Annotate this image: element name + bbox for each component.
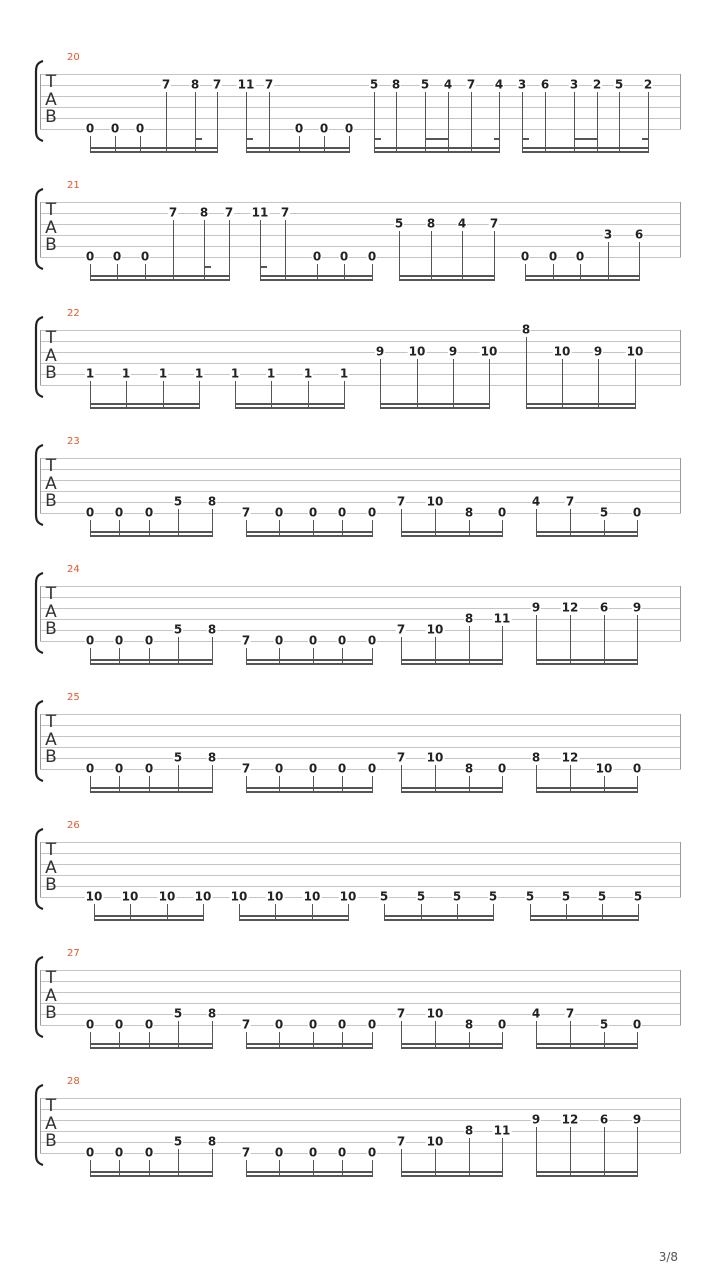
- fret-number: 5: [597, 889, 607, 904]
- staff-line: [40, 725, 681, 726]
- staff-line: [40, 586, 681, 587]
- measure-number: 25: [67, 692, 80, 703]
- fret-number: 0: [632, 505, 642, 520]
- fret-number: 7: [396, 1134, 406, 1149]
- measure-number: 22: [67, 308, 80, 319]
- fret-number: 4: [531, 1006, 541, 1021]
- staff-line: [40, 853, 681, 854]
- end-barline: [680, 74, 681, 129]
- fret-number: 10: [230, 889, 248, 904]
- fret-number: 0: [319, 121, 329, 136]
- staff-line: [40, 224, 681, 225]
- fret-number: 4: [457, 216, 467, 231]
- fret-number: 7: [280, 205, 290, 220]
- tab-system-27: [0, 896, 720, 1032]
- staff-line: [40, 96, 681, 97]
- tab-clef-a: A: [45, 602, 57, 622]
- fret-number: 10: [480, 344, 498, 359]
- fret-number: 8: [391, 77, 401, 92]
- fret-number: 11: [251, 205, 269, 220]
- staff-line: [40, 330, 681, 331]
- staff-line: [40, 981, 681, 982]
- fret-number: 7: [224, 205, 234, 220]
- tab-system-23: [0, 384, 720, 520]
- staff-line: [40, 1014, 681, 1015]
- beam-primary: [246, 1171, 373, 1173]
- fret-number: 5: [173, 750, 183, 765]
- beam-secondary: [90, 1175, 213, 1177]
- staff-line: [40, 1120, 681, 1121]
- end-barline: [680, 714, 681, 769]
- tab-clef-b: B: [45, 363, 57, 383]
- fret-number: 0: [497, 1017, 507, 1032]
- end-barline: [680, 970, 681, 1025]
- fret-number: 0: [497, 761, 507, 776]
- staff-line: [40, 118, 681, 119]
- fret-number: 10: [426, 622, 444, 637]
- fret-number: 11: [493, 1123, 511, 1138]
- staff-line: [40, 352, 681, 353]
- beam-primary: [401, 1171, 503, 1173]
- measure-number: 20: [67, 52, 80, 63]
- tab-system-28: [0, 1024, 720, 1160]
- fret-number: 8: [464, 1123, 474, 1138]
- fret-number: 10: [266, 889, 284, 904]
- tab-system-25: [0, 640, 720, 776]
- fret-number: 12: [561, 1112, 579, 1127]
- fret-number: 4: [443, 77, 453, 92]
- fret-number: 5: [633, 889, 643, 904]
- fret-number: 0: [337, 1017, 347, 1032]
- fret-number: 0: [114, 505, 124, 520]
- tab-clef-t: T: [45, 456, 57, 476]
- measure-number: 26: [67, 820, 80, 831]
- staff-line: [40, 608, 681, 609]
- fret-number: 7: [466, 77, 476, 92]
- fret-number: 9: [531, 1112, 541, 1127]
- tab-clef-t: T: [45, 968, 57, 988]
- fret-number: 0: [308, 633, 318, 648]
- fret-number: 5: [379, 889, 389, 904]
- fret-number: 7: [396, 494, 406, 509]
- end-barline: [680, 842, 681, 897]
- staff-line: [40, 842, 681, 843]
- fret-number: 8: [464, 1017, 474, 1032]
- staff-line: [40, 213, 681, 214]
- staff-line: [40, 469, 681, 470]
- fret-number: 7: [565, 1006, 575, 1021]
- fret-number: 0: [85, 761, 95, 776]
- fret-number: 0: [85, 249, 95, 264]
- tab-clef-b: B: [45, 107, 57, 127]
- tab-clef-a: A: [45, 730, 57, 750]
- staff-line: [40, 480, 681, 481]
- fret-number: 8: [207, 622, 217, 637]
- tab-clef-a: A: [45, 474, 57, 494]
- fret-number: 2: [643, 77, 653, 92]
- staff-line: [40, 458, 681, 459]
- staff-line: [40, 235, 681, 236]
- measure-number: 24: [67, 564, 80, 575]
- fret-number: 3: [603, 227, 613, 242]
- fret-number: 8: [531, 750, 541, 765]
- fret-number: 0: [274, 505, 284, 520]
- fret-number: 8: [207, 750, 217, 765]
- tab-clef-b: B: [45, 875, 57, 895]
- fret-number: 0: [337, 1145, 347, 1160]
- fret-number: 7: [396, 750, 406, 765]
- tab-clef-b: B: [45, 491, 57, 511]
- fret-number: 1: [85, 366, 95, 381]
- fret-number: 9: [448, 344, 458, 359]
- fret-number: 8: [199, 205, 209, 220]
- fret-number: 9: [375, 344, 385, 359]
- measure-number: 21: [67, 180, 80, 191]
- fret-number: 8: [207, 494, 217, 509]
- note-stem: [604, 1127, 605, 1177]
- fret-number: 5: [416, 889, 426, 904]
- fret-number: 0: [85, 505, 95, 520]
- fret-number: 0: [339, 249, 349, 264]
- tab-system-22: [0, 256, 720, 384]
- fret-number: 0: [337, 505, 347, 520]
- fret-number: 7: [396, 622, 406, 637]
- fret-number: 0: [312, 249, 322, 264]
- staff-line: [40, 491, 681, 492]
- fret-number: 0: [274, 1145, 284, 1160]
- fret-number: 0: [308, 1145, 318, 1160]
- fret-number: 10: [339, 889, 357, 904]
- fret-number: 11: [237, 77, 255, 92]
- tab-clef-b: B: [45, 235, 57, 255]
- fret-number: 5: [173, 622, 183, 637]
- fret-number: 0: [367, 249, 377, 264]
- tab-clef-a: A: [45, 90, 57, 110]
- fret-number: 10: [158, 889, 176, 904]
- fret-number: 0: [308, 761, 318, 776]
- fret-number: 0: [140, 249, 150, 264]
- end-barline: [680, 458, 681, 513]
- staff-line: [40, 341, 681, 342]
- fret-number: 0: [548, 249, 558, 264]
- measure-number: 27: [67, 948, 80, 959]
- fret-number: 5: [394, 216, 404, 231]
- fret-number: 0: [110, 121, 120, 136]
- staff-line: [40, 630, 681, 631]
- staff-line: [40, 502, 681, 503]
- tab-clef-a: A: [45, 858, 57, 878]
- fret-number: 9: [632, 1112, 642, 1127]
- fret-number: 10: [121, 889, 139, 904]
- fret-number: 0: [144, 633, 154, 648]
- fret-number: 2: [592, 77, 602, 92]
- fret-number: 8: [464, 505, 474, 520]
- fret-number: 0: [367, 1145, 377, 1160]
- tab-clef-t: T: [45, 712, 57, 732]
- fret-number: 10: [595, 761, 613, 776]
- fret-number: 0: [144, 505, 154, 520]
- fret-number: 4: [494, 77, 504, 92]
- end-barline: [680, 202, 681, 257]
- start-barline: [40, 74, 41, 129]
- tab-clef-b: B: [45, 747, 57, 767]
- fret-number: 5: [614, 77, 624, 92]
- tab-clef-a: A: [45, 218, 57, 238]
- fret-number: 0: [337, 633, 347, 648]
- fret-number: 6: [599, 600, 609, 615]
- tab-clef-t: T: [45, 584, 57, 604]
- staff-line: [40, 1098, 681, 1099]
- fret-number: 5: [173, 494, 183, 509]
- fret-number: 7: [241, 1017, 251, 1032]
- fret-number: 3: [517, 77, 527, 92]
- fret-number: 10: [194, 889, 212, 904]
- staff-line: [40, 246, 681, 247]
- fret-number: 0: [274, 633, 284, 648]
- fret-number: 7: [565, 494, 575, 509]
- staff-line: [40, 619, 681, 620]
- staff-line: [40, 85, 681, 86]
- fret-number: 12: [561, 600, 579, 615]
- staff-line: [40, 736, 681, 737]
- fret-number: 12: [561, 750, 579, 765]
- fret-number: 7: [489, 216, 499, 231]
- staff-line: [40, 363, 681, 364]
- fret-number: 8: [190, 77, 200, 92]
- start-barline: [40, 330, 41, 385]
- tab-clef-b: B: [45, 1131, 57, 1151]
- measure-number: 28: [67, 1076, 80, 1087]
- fret-number: 6: [634, 227, 644, 242]
- staff-line: [40, 1142, 681, 1143]
- fret-number: 10: [408, 344, 426, 359]
- fret-number: 0: [144, 1145, 154, 1160]
- fret-number: 0: [632, 1017, 642, 1032]
- fret-number: 8: [464, 611, 474, 626]
- tab-clef-a: A: [45, 986, 57, 1006]
- fret-number: 10: [426, 1134, 444, 1149]
- measure-number: 23: [67, 436, 80, 447]
- fret-number: 5: [599, 505, 609, 520]
- tab-clef-t: T: [45, 72, 57, 92]
- tab-system-24: [0, 512, 720, 648]
- tab-clef-t: T: [45, 1096, 57, 1116]
- fret-number: 7: [241, 633, 251, 648]
- fret-number: 5: [488, 889, 498, 904]
- fret-number: 5: [599, 1017, 609, 1032]
- staff-line: [40, 202, 681, 203]
- staff-line: [40, 1109, 681, 1110]
- start-barline: [40, 714, 41, 769]
- fret-number: 7: [212, 77, 222, 92]
- fret-number: 5: [525, 889, 535, 904]
- fret-number: 0: [144, 761, 154, 776]
- fret-number: 8: [426, 216, 436, 231]
- fret-number: 0: [135, 121, 145, 136]
- tab-clef-a: A: [45, 346, 57, 366]
- fret-number: 6: [599, 1112, 609, 1127]
- fret-number: 1: [339, 366, 349, 381]
- fret-number: 10: [626, 344, 644, 359]
- fret-number: 8: [521, 322, 531, 337]
- fret-number: 11: [493, 611, 511, 626]
- tab-clef-a: A: [45, 1114, 57, 1134]
- staff-line: [40, 597, 681, 598]
- fret-number: 4: [531, 494, 541, 509]
- staff-line: [40, 107, 681, 108]
- note-stem: [570, 1127, 571, 1177]
- fret-number: 8: [207, 1006, 217, 1021]
- staff-line: [40, 886, 681, 887]
- fret-number: 0: [114, 1145, 124, 1160]
- fret-number: 7: [168, 205, 178, 220]
- fret-number: 1: [194, 366, 204, 381]
- beam-secondary: [246, 1175, 373, 1177]
- fret-number: 8: [464, 761, 474, 776]
- fret-number: 0: [337, 761, 347, 776]
- staff-line: [40, 714, 681, 715]
- fret-number: 10: [426, 494, 444, 509]
- fret-number: 0: [367, 505, 377, 520]
- start-barline: [40, 970, 41, 1025]
- fret-number: 7: [264, 77, 274, 92]
- staff-line: [40, 1153, 681, 1154]
- tab-clef-t: T: [45, 840, 57, 860]
- fret-number: 5: [452, 889, 462, 904]
- end-barline: [680, 586, 681, 641]
- fret-number: 0: [114, 761, 124, 776]
- start-barline: [40, 1098, 41, 1153]
- tab-system-20: [0, 0, 720, 136]
- fret-number: 0: [85, 1017, 95, 1032]
- end-barline: [680, 330, 681, 385]
- fret-number: 0: [520, 249, 530, 264]
- fret-number: 0: [112, 249, 122, 264]
- start-barline: [40, 202, 41, 257]
- fret-number: 0: [497, 505, 507, 520]
- beam-primary: [90, 1171, 213, 1173]
- fret-number: 0: [85, 1145, 95, 1160]
- tab-clef-t: T: [45, 328, 57, 348]
- fret-number: 10: [303, 889, 321, 904]
- tab-system-21: [0, 128, 720, 264]
- fret-number: 0: [85, 121, 95, 136]
- fret-number: 1: [121, 366, 131, 381]
- fret-number: 7: [241, 505, 251, 520]
- fret-number: 0: [294, 121, 304, 136]
- staff-line: [40, 864, 681, 865]
- fret-number: 1: [266, 366, 276, 381]
- fret-number: 0: [85, 633, 95, 648]
- staff-line: [40, 992, 681, 993]
- fret-number: 9: [632, 600, 642, 615]
- staff-line: [40, 747, 681, 748]
- fret-number: 0: [367, 761, 377, 776]
- start-barline: [40, 842, 41, 897]
- fret-number: 0: [144, 1017, 154, 1032]
- staff-line: [40, 1131, 681, 1132]
- fret-number: 7: [241, 1145, 251, 1160]
- fret-number: 10: [85, 889, 103, 904]
- fret-number: 0: [274, 1017, 284, 1032]
- fret-number: 7: [396, 1006, 406, 1021]
- fret-number: 1: [158, 366, 168, 381]
- fret-number: 0: [114, 633, 124, 648]
- fret-number: 0: [344, 121, 354, 136]
- fret-number: 8: [207, 1134, 217, 1149]
- staff-line: [40, 758, 681, 759]
- note-stem: [536, 1127, 537, 1177]
- fret-number: 5: [173, 1006, 183, 1021]
- fret-number: 6: [540, 77, 550, 92]
- fret-number: 0: [367, 1017, 377, 1032]
- beam-secondary: [536, 1175, 638, 1177]
- fret-number: 9: [531, 600, 541, 615]
- fret-number: 0: [575, 249, 585, 264]
- page-number: 3/8: [658, 1250, 678, 1264]
- beam-primary: [536, 1171, 638, 1173]
- start-barline: [40, 586, 41, 641]
- fret-number: 0: [367, 633, 377, 648]
- fret-number: 5: [173, 1134, 183, 1149]
- fret-number: 10: [553, 344, 571, 359]
- fret-number: 5: [369, 77, 379, 92]
- fret-number: 1: [230, 366, 240, 381]
- fret-number: 9: [593, 344, 603, 359]
- staff-line: [40, 875, 681, 876]
- tab-system-26: [0, 768, 720, 904]
- tab-clef-t: T: [45, 200, 57, 220]
- fret-number: 7: [241, 761, 251, 776]
- fret-number: 0: [308, 505, 318, 520]
- staff-line: [40, 970, 681, 971]
- fret-number: 1: [303, 366, 313, 381]
- fret-number: 5: [420, 77, 430, 92]
- fret-number: 5: [561, 889, 571, 904]
- start-barline: [40, 458, 41, 513]
- beam-secondary: [401, 1175, 503, 1177]
- tab-clef-b: B: [45, 619, 57, 639]
- fret-number: 10: [426, 750, 444, 765]
- fret-number: 10: [426, 1006, 444, 1021]
- fret-number: 0: [308, 1017, 318, 1032]
- fret-number: 0: [632, 761, 642, 776]
- staff-line: [40, 74, 681, 75]
- staff-line: [40, 1003, 681, 1004]
- fret-number: 3: [569, 77, 579, 92]
- staff-line: [40, 374, 681, 375]
- tab-clef-b: B: [45, 1003, 57, 1023]
- note-stem: [637, 1127, 638, 1177]
- fret-number: 0: [274, 761, 284, 776]
- fret-number: 0: [114, 1017, 124, 1032]
- end-barline: [680, 1098, 681, 1153]
- fret-number: 7: [161, 77, 171, 92]
